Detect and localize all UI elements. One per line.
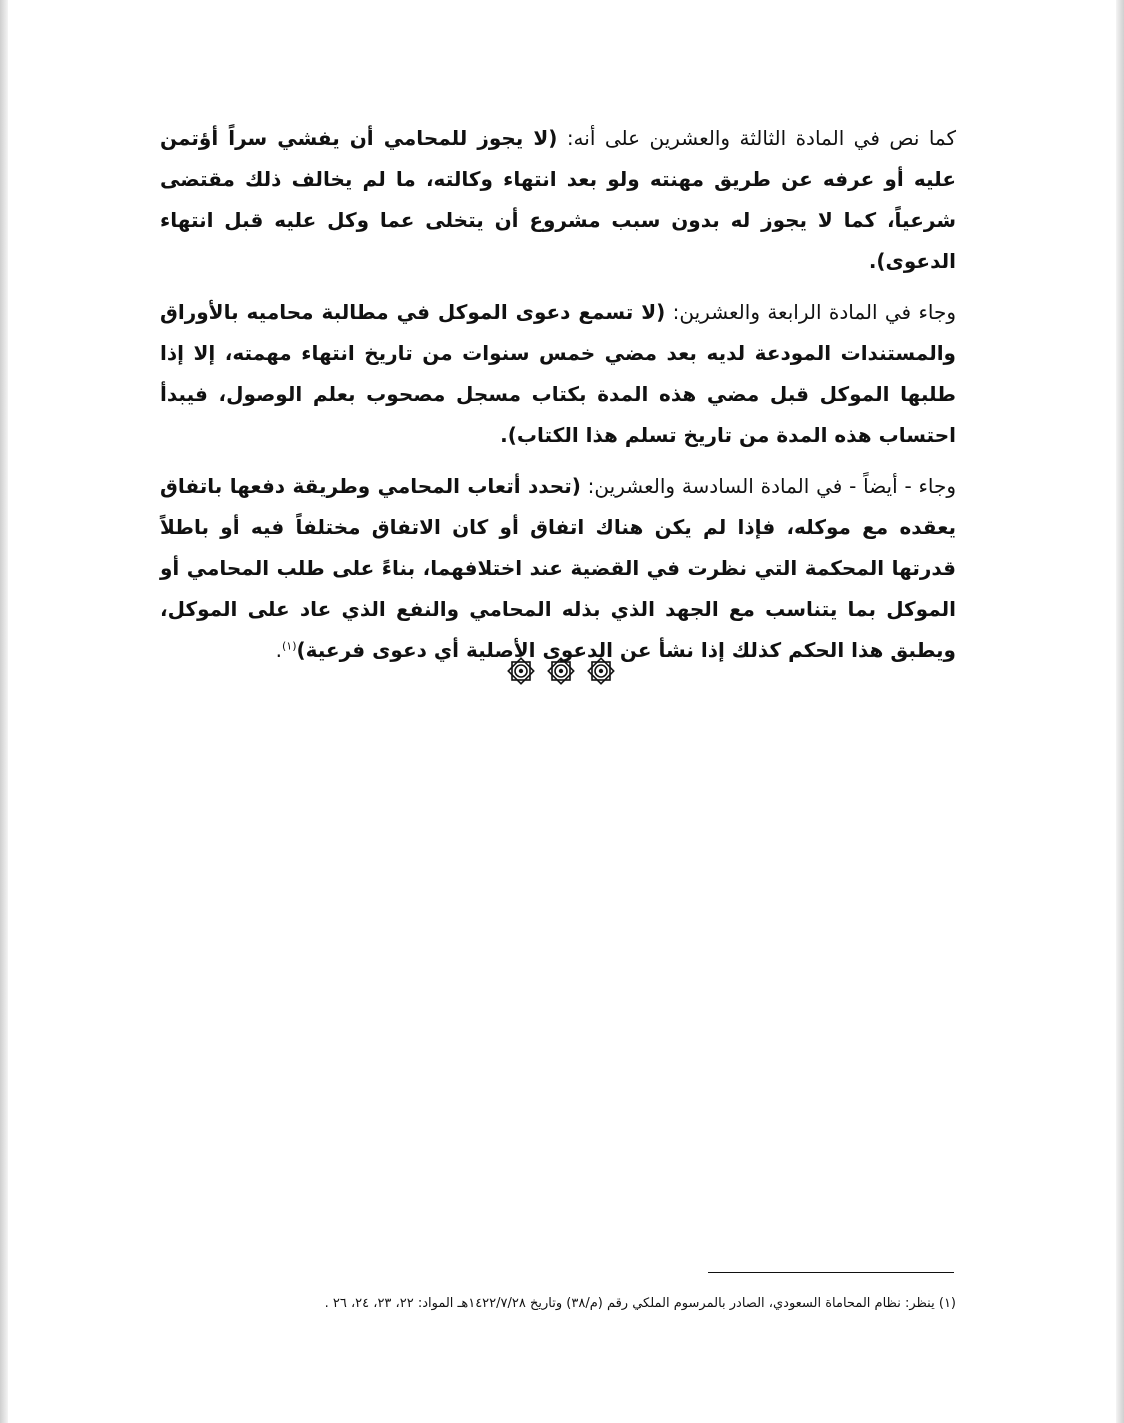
article-quote: (لا تسمع دعوى الموكل في مطالبة محاميه بالأوراق والمستندات المودعة لديه بعد مضي خمس سنوات من تاريخ انتهاء مهمته، إلا إذا طلبها الموكل قبل مضي هذه المدة بكتاب مسجل مصحوب بعلم الوصول، فيبدأ احتساب هذه المدة من تاريخ تسلم هذا الكتاب).	[160, 300, 956, 447]
footnote-reference[interactable]: (١)	[281, 639, 297, 653]
rosette-ornament-icon	[585, 655, 617, 687]
paragraph-article-23	[160, 118, 956, 282]
paragraph-intro: وجاء - أيضاً - في المادة السادسة والعشرين:	[580, 474, 956, 498]
rosette-ornament-icon	[505, 655, 537, 687]
article-quote: (تحدد أتعاب المحامي وطريقة دفعها باتفاق يعقده مع موكله، فإذا لم يكن هناك اتفاق أو كان الاتفاق مختلفاً فيه أو باطلاً قدرتها المحكمة التي نظرت في القضية عند اختلافهما، بناءً على طلب المحامي أو الموكل بما يتناسب مع الجهد الذي بذله المحامي والنفع الذي عاد على الموكل، ويطبق هذا الحكم كذلك إذا نشأ عن الدعوى الأصلية أي دعوى فرعية)	[160, 474, 956, 662]
body-text	[160, 118, 956, 681]
section-divider-ornaments	[505, 654, 617, 688]
paragraph-article-26	[160, 466, 956, 671]
paragraph-intro: كما نص في المادة الثالثة والعشرين على أنه:	[557, 126, 957, 150]
footnote: (١) ينظر: نظام المحاماة السعودي، الصادر بالمرسوم الملكي رقم (م/٣٨) وتاريخ ١٤٢٢/٧/٢٨هـ المواد: ٢٢، ٢٣، ٢٤، ٢٦ .	[324, 1296, 956, 1311]
footnote-separator	[708, 1272, 954, 1273]
page-edge-left	[0, 0, 8, 1423]
page-edge-right	[1116, 0, 1124, 1423]
paragraph-end: .	[275, 638, 282, 662]
article-quote: (لا يجوز للمحامي أن يفشي سراً أؤتمن عليه أو عرفه عن طريق مهنته ولو بعد انتهاء وكالته، ما لم يخالف ذلك مقتضى شرعياً، كما لا يجوز له بدون سبب مشروع أن يتخلى عما وكل عليه قبل انتهاء الدعوى).	[160, 126, 956, 273]
rosette-ornament-icon	[545, 655, 577, 687]
paragraph-article-24	[160, 292, 956, 456]
paragraph-intro: وجاء في المادة الرابعة والعشرين:	[665, 300, 956, 324]
